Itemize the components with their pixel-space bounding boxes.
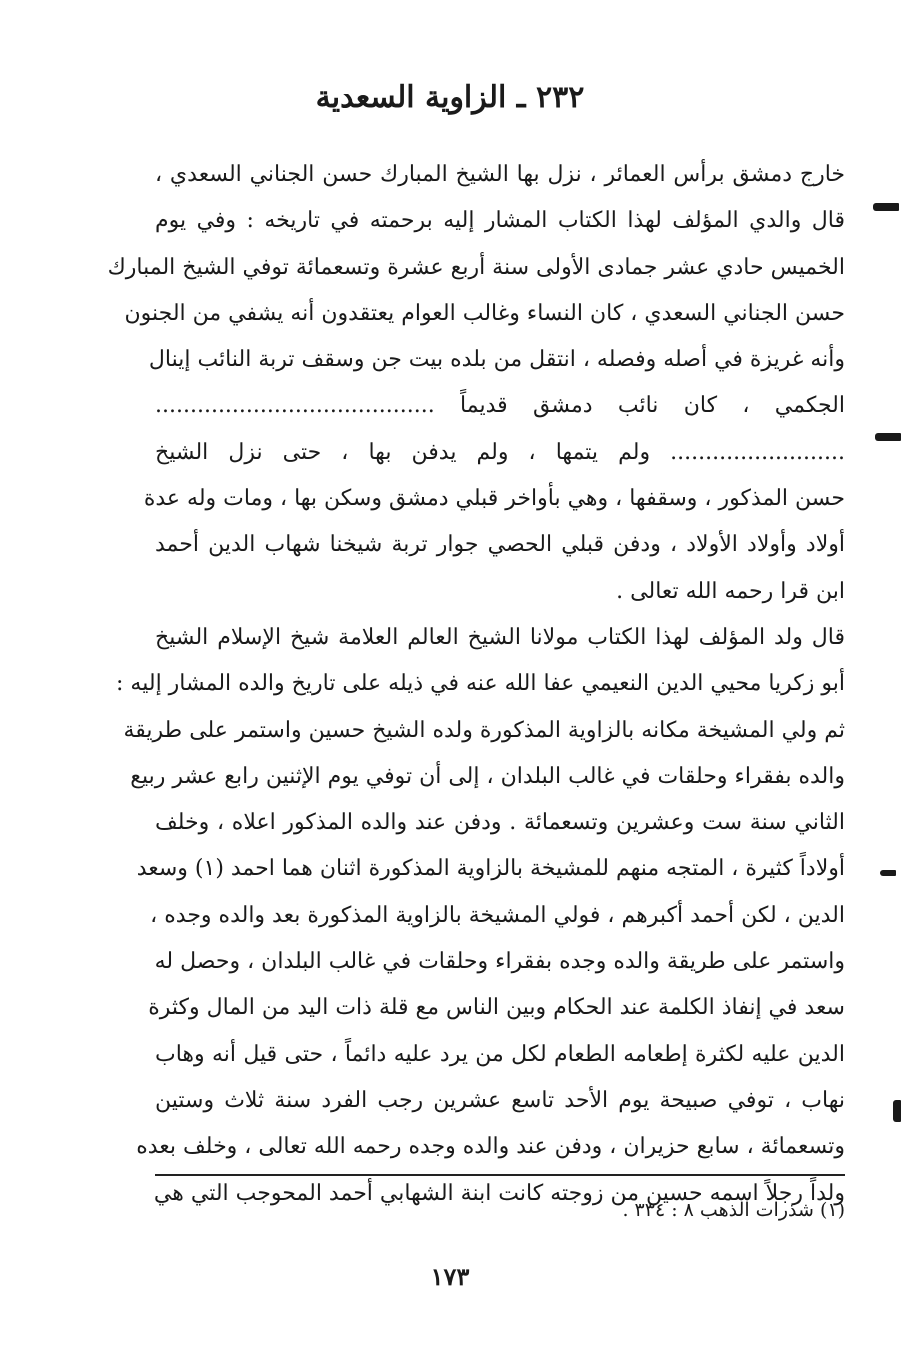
- footnote: (١) شذرات الذهب ٨ : ٣٣٤ .: [622, 1199, 845, 1221]
- margin-mark: [875, 433, 901, 441]
- text-line: الخميس حادي عشر جمادى الأولى سنة أربع عشرة وتسعمائة توفي الشيخ المبارك: [107, 254, 845, 280]
- text-line: حسن الجناني السعدي ، كان النساء وغالب العوام يعتقدون أنه يشفي من الجنون: [124, 300, 845, 326]
- text-line: الثاني سنة ست وعشرين وتسعمائة . ودفن عند والده المذكور اعلاه ، وخلف: [155, 810, 845, 836]
- text-line: أولاد وأولاد الأولاد ، ودفن قبلي الحصي جوار تربة شيخنا شهاب الدين أحمد: [155, 532, 845, 558]
- main-text: [107, 152, 845, 1217]
- text-line: واستمر على طريقة والده وجده بفقراء وحلقات في غالب البلدان ، وحصل له: [154, 949, 845, 975]
- text-line: ولداً رجلاً اسمه حسين من زوجته كانت ابنة الشهابي أحمد المحوجب التي هي: [153, 1180, 845, 1206]
- text-line: الجكمي ، كان نائب دمشق قديماً ........................................: [155, 393, 845, 419]
- text-line: الدين عليه لكثرة إطعامه الطعام لكل من يرد عليه دائماً ، حتى قيل أنه وهاب: [155, 1041, 845, 1067]
- text-line: ثم ولي المشيخة مكانه بالزاوية المذكورة ولده الشيخ حسين واستمر على طريقة: [123, 717, 845, 743]
- footnote-divider: [155, 1174, 845, 1176]
- page-number: ١٧٣: [430, 1262, 470, 1291]
- text-line: أبو زكريا محيي الدين النعيمي عفا الله عنه في ذيله على تاريخ والده المشار إليه :: [116, 671, 845, 697]
- text-line: أولاداً كثيرة ، المتجه منهم للمشيخة بالزاوية المذكورة اثنان هما احمد (١) وسعد: [136, 856, 845, 882]
- page-title: ٢٣٢ ـ الزاوية السعدية: [315, 80, 585, 115]
- text-line: الدين ، لكن أحمد أكبرهم ، فولي المشيخة بالزاوية المذكورة بعد والده وجده ،: [150, 902, 845, 928]
- margin-mark: [873, 203, 899, 211]
- text-line: خارج دمشق برأس العمائر ، نزل بها الشيخ المبارك حسن الجناني السعدي ،: [155, 162, 845, 187]
- text-line: قال ولد المؤلف لهذا الكتاب مولانا الشيخ العالم العلامة شيخ الإسلام الشيخ: [155, 624, 845, 650]
- margin-mark: [880, 870, 896, 876]
- text-line: نهاب ، توفي صبيحة يوم الأحد تاسع عشرين رجب الفرد سنة ثلاث وستين: [155, 1087, 845, 1113]
- text-line: ابن قرا رحمه الله تعالى .: [616, 578, 845, 604]
- margin-mark: [893, 1100, 901, 1122]
- text-line: ......................... ولم يتمها ، ولم يدفن بها ، حتى نزل الشيخ: [155, 439, 845, 465]
- text-line: وأنه غريزة في أصله وفصله ، انتقل من بلده بيت جن وسقف تربة النائب إينال: [148, 347, 845, 373]
- text-line: قال والدي المؤلف لهذا الكتاب المشار إليه برحمته في تاريخه : وفي يوم: [155, 208, 845, 234]
- text-line: والده بفقراء وحلقات في غالب البلدان ، إلى أن توفي يوم الإثنين رابع عشر ربيع: [130, 763, 845, 789]
- text-line: حسن المذكور ، وسقفها ، وهي بأواخر قبلي دمشق وسكن بها ، ومات وله عدة: [143, 486, 845, 512]
- text-line: سعد في إنفاذ الكلمة عند الحكام وبين الناس مع قلة ذات اليد من المال وكثرة: [148, 995, 845, 1021]
- text-line: وتسعمائة ، سابع حزيران ، ودفن عند والده وجده رحمه الله تعالى ، وخلف بعده: [136, 1134, 845, 1160]
